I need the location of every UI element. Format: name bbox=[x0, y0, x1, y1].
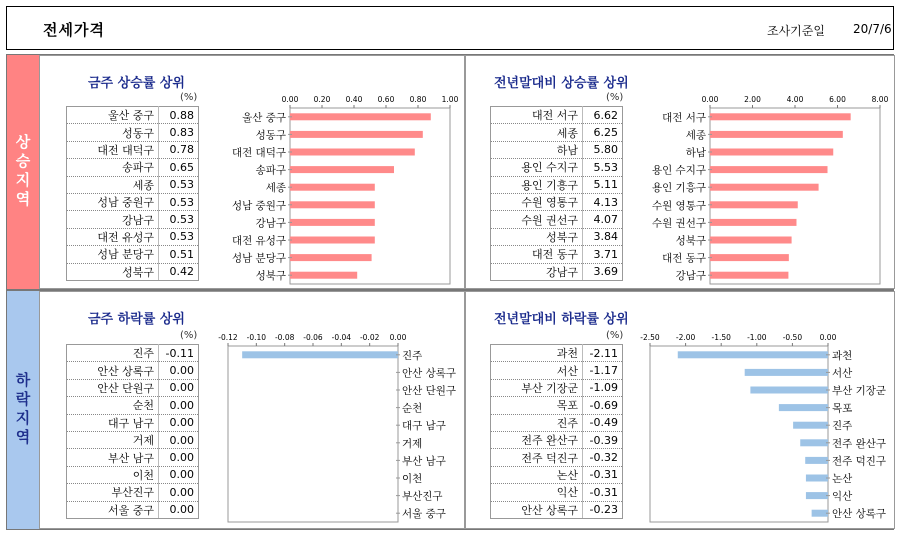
bar bbox=[678, 351, 828, 358]
table-row bbox=[67, 193, 199, 210]
bar bbox=[710, 149, 833, 156]
fall-weekly-panel bbox=[39, 291, 465, 529]
region-name: 과천 bbox=[491, 345, 583, 362]
region-name: 안산 상록구 bbox=[67, 362, 159, 379]
category-label: 익산 bbox=[832, 490, 853, 503]
category-label: 세종 bbox=[685, 129, 706, 142]
change-rate: -0.39 bbox=[583, 431, 623, 448]
region-name: 대전 유성구 bbox=[67, 228, 159, 245]
category-label: 용인 기흥구 bbox=[651, 182, 706, 195]
fall-sidebar bbox=[7, 291, 39, 529]
category-label: 서산 bbox=[832, 367, 853, 380]
tick-label: -0.10 bbox=[246, 333, 267, 342]
rise-ytd-panel bbox=[465, 55, 895, 289]
change-rate: 0.42 bbox=[159, 263, 199, 280]
region-name: 논산 bbox=[491, 466, 583, 483]
bar bbox=[745, 369, 828, 376]
region-name: 부산 기장군 bbox=[491, 379, 583, 396]
rise-ytd-chart bbox=[636, 92, 892, 288]
change-rate: 0.53 bbox=[159, 176, 199, 193]
table-row bbox=[491, 141, 623, 158]
change-rate: 5.80 bbox=[583, 141, 623, 158]
region-name: 성동구 bbox=[67, 124, 159, 141]
rise-ytd-title: 전년말대비 상승률 상위 bbox=[494, 76, 629, 91]
table-row bbox=[491, 246, 623, 263]
table-row bbox=[67, 124, 199, 141]
category-label: 서울 중구 bbox=[402, 508, 446, 521]
table-row bbox=[67, 397, 199, 414]
table-row bbox=[67, 159, 199, 176]
region-name: 수원 영통구 bbox=[491, 193, 583, 210]
fall-weekly-table bbox=[66, 344, 199, 519]
fall-weekly-unit: (%) bbox=[180, 330, 198, 341]
category-label: 목포 bbox=[832, 402, 853, 415]
table-row bbox=[67, 141, 199, 158]
table-row bbox=[67, 345, 199, 362]
region-name: 안산 단원구 bbox=[67, 379, 159, 396]
category-label: 대구 남구 bbox=[402, 420, 446, 433]
change-rate: -0.11 bbox=[159, 345, 199, 362]
region-name: 서산 bbox=[491, 362, 583, 379]
bar bbox=[710, 219, 796, 226]
change-rate: 4.13 bbox=[583, 193, 623, 210]
table-row bbox=[491, 414, 623, 431]
change-rate: 0.00 bbox=[159, 362, 199, 379]
plot-area bbox=[228, 346, 398, 522]
tick-label: -0.04 bbox=[331, 333, 352, 342]
fall-ytd-chart bbox=[638, 330, 894, 526]
rise-weekly-table bbox=[66, 106, 199, 281]
table-row bbox=[491, 263, 623, 280]
region-name: 익산 bbox=[491, 484, 583, 501]
tick-label: -2.50 bbox=[640, 333, 660, 342]
change-rate: 0.88 bbox=[159, 107, 199, 124]
fall-weekly-chart bbox=[216, 330, 464, 526]
change-rate: 0.53 bbox=[159, 228, 199, 245]
bar bbox=[290, 149, 415, 156]
category-label: 송파구 bbox=[255, 164, 286, 177]
region-name: 수원 권선구 bbox=[491, 211, 583, 228]
category-label: 진주 bbox=[832, 420, 853, 433]
change-rate: 0.65 bbox=[159, 159, 199, 176]
table-row bbox=[67, 362, 199, 379]
tick-label: -1.50 bbox=[711, 333, 731, 342]
rise-weekly-unit: (%) bbox=[180, 92, 198, 103]
category-label: 순천 bbox=[402, 402, 423, 415]
region-name: 전주 완산구 bbox=[491, 431, 583, 448]
rise-sidebar-label: 상승지역 bbox=[13, 134, 32, 210]
fall-ytd-panel bbox=[465, 291, 895, 529]
region-name: 진주 bbox=[491, 414, 583, 431]
category-label: 논산 bbox=[832, 473, 853, 485]
category-label: 성동구 bbox=[255, 129, 286, 142]
change-rate: -1.17 bbox=[583, 362, 623, 379]
change-rate: 5.53 bbox=[583, 159, 623, 176]
change-rate: -0.31 bbox=[583, 484, 623, 501]
bar bbox=[290, 184, 375, 191]
region-name: 부산 남구 bbox=[67, 449, 159, 466]
change-rate: -0.49 bbox=[583, 414, 623, 431]
table-row bbox=[491, 362, 623, 379]
table-row bbox=[67, 414, 199, 431]
table-row bbox=[491, 159, 623, 176]
category-label: 안산 상록구 bbox=[402, 367, 457, 380]
region-name: 세종 bbox=[491, 124, 583, 141]
table-row bbox=[491, 466, 623, 483]
table-row bbox=[67, 107, 199, 124]
category-label: 성남 분당구 bbox=[231, 252, 286, 265]
region-name: 목포 bbox=[491, 397, 583, 414]
change-rate: 0.53 bbox=[159, 193, 199, 210]
bar bbox=[710, 237, 792, 244]
table-row bbox=[67, 466, 199, 483]
bar bbox=[710, 113, 851, 120]
region-name: 송파구 bbox=[67, 159, 159, 176]
bar bbox=[290, 131, 423, 138]
change-rate: 4.07 bbox=[583, 211, 623, 228]
change-rate: 6.62 bbox=[583, 107, 623, 124]
category-label: 울산 중구 bbox=[242, 111, 286, 124]
category-label: 용인 수지구 bbox=[651, 164, 706, 177]
tick-label: 0.20 bbox=[313, 95, 331, 104]
bar bbox=[290, 113, 431, 120]
region-name: 용인 기흥구 bbox=[491, 176, 583, 193]
survey-date-value: 20/7/6 bbox=[853, 22, 892, 36]
bar bbox=[290, 201, 375, 208]
change-rate: 0.00 bbox=[159, 501, 199, 518]
region-name: 성남 중원구 bbox=[67, 193, 159, 210]
category-label: 안산 단원구 bbox=[402, 385, 457, 397]
bar bbox=[290, 219, 375, 226]
table-row bbox=[67, 176, 199, 193]
table-row bbox=[491, 449, 623, 466]
bar bbox=[710, 272, 788, 279]
category-label: 강남구 bbox=[255, 217, 286, 230]
category-label: 성남 중원구 bbox=[231, 199, 286, 212]
tick-label: 0.00 bbox=[281, 95, 299, 104]
bar bbox=[710, 201, 798, 208]
table-row bbox=[67, 246, 199, 263]
bar bbox=[710, 184, 819, 191]
bar bbox=[806, 475, 828, 482]
category-label: 전주 완산구 bbox=[832, 437, 887, 450]
tick-label: 6.00 bbox=[829, 95, 846, 104]
region-name: 전주 덕진구 bbox=[491, 449, 583, 466]
tick-label: -2.00 bbox=[675, 333, 696, 342]
bar bbox=[710, 254, 789, 261]
bar bbox=[805, 457, 828, 464]
region-name: 강남구 bbox=[491, 263, 583, 280]
fall-sidebar-label: 하락지역 bbox=[13, 372, 32, 448]
bar bbox=[290, 237, 375, 244]
category-label: 진주 bbox=[402, 349, 423, 362]
category-label: 대전 유성구 bbox=[231, 235, 286, 247]
tick-label: -0.50 bbox=[782, 333, 803, 342]
region-name: 대전 대덕구 bbox=[67, 141, 159, 158]
tick-label: -0.12 bbox=[218, 333, 238, 342]
change-rate: 3.84 bbox=[583, 228, 623, 245]
survey-date-label: 조사기준일 bbox=[767, 24, 825, 38]
bar bbox=[710, 131, 843, 138]
rise-weekly-panel bbox=[39, 55, 465, 289]
bar bbox=[290, 272, 357, 279]
bar bbox=[812, 510, 828, 517]
table-row bbox=[67, 431, 199, 448]
rise-section bbox=[6, 54, 894, 290]
category-label: 거제 bbox=[402, 437, 423, 450]
region-name: 진주 bbox=[67, 345, 159, 362]
category-label: 강남구 bbox=[675, 270, 706, 283]
change-rate: 0.78 bbox=[159, 141, 199, 158]
table-row bbox=[491, 345, 623, 362]
category-label: 부산 기장군 bbox=[832, 385, 887, 397]
region-name: 이천 bbox=[67, 466, 159, 483]
page-title: 전세가격 bbox=[43, 21, 105, 39]
change-rate: 0.00 bbox=[159, 379, 199, 396]
fall-ytd-title: 전년말대비 하락률 상위 bbox=[494, 312, 629, 327]
rise-weekly-chart bbox=[216, 92, 462, 288]
category-label: 대전 서구 bbox=[662, 111, 706, 124]
tick-label: -0.08 bbox=[274, 333, 295, 342]
change-rate: 0.00 bbox=[159, 397, 199, 414]
bar bbox=[242, 351, 398, 358]
change-rate: 5.11 bbox=[583, 176, 623, 193]
rise-weekly-title: 금주 상승률 상위 bbox=[88, 76, 185, 91]
table-row bbox=[491, 484, 623, 501]
tick-label: 1.00 bbox=[441, 95, 459, 104]
page-header bbox=[6, 6, 894, 50]
region-name: 서울 중구 bbox=[67, 501, 159, 518]
region-name: 용인 수지구 bbox=[491, 159, 583, 176]
bar bbox=[779, 404, 828, 411]
region-name: 성북구 bbox=[67, 263, 159, 280]
region-name: 부산진구 bbox=[67, 484, 159, 501]
tick-label: 0.40 bbox=[345, 95, 363, 104]
bar bbox=[290, 254, 372, 261]
region-name: 성북구 bbox=[491, 228, 583, 245]
region-name: 순천 bbox=[67, 397, 159, 414]
table-row bbox=[491, 211, 623, 228]
category-label: 세종 bbox=[265, 182, 286, 195]
region-name: 대구 남구 bbox=[67, 414, 159, 431]
change-rate: 3.71 bbox=[583, 246, 623, 263]
region-name: 하남 bbox=[491, 141, 583, 158]
region-name: 세종 bbox=[67, 176, 159, 193]
table-row bbox=[491, 193, 623, 210]
category-label: 성북구 bbox=[255, 270, 286, 283]
table-row bbox=[491, 379, 623, 396]
category-label: 하남 bbox=[685, 147, 706, 159]
rise-ytd-unit: (%) bbox=[606, 92, 624, 103]
fall-ytd-unit: (%) bbox=[606, 330, 624, 341]
region-name: 울산 중구 bbox=[67, 107, 159, 124]
region-name: 강남구 bbox=[67, 211, 159, 228]
rise-sidebar bbox=[7, 55, 39, 289]
bar bbox=[750, 387, 828, 394]
region-name: 거제 bbox=[67, 431, 159, 448]
table-row bbox=[491, 501, 623, 518]
change-rate: -1.09 bbox=[583, 379, 623, 396]
change-rate: 0.00 bbox=[159, 414, 199, 431]
category-label: 대전 동구 bbox=[662, 252, 706, 265]
change-rate: 0.53 bbox=[159, 211, 199, 228]
category-label: 안산 상록구 bbox=[832, 508, 887, 521]
change-rate: 0.00 bbox=[159, 484, 199, 501]
fall-section bbox=[6, 290, 894, 530]
tick-label: 0.60 bbox=[377, 95, 395, 104]
bar bbox=[710, 166, 828, 173]
change-rate: 0.51 bbox=[159, 246, 199, 263]
bar bbox=[793, 422, 828, 429]
change-rate: 6.25 bbox=[583, 124, 623, 141]
tick-label: -1.00 bbox=[747, 333, 767, 342]
table-row bbox=[67, 211, 199, 228]
rise-ytd-table bbox=[490, 106, 623, 281]
change-rate: 3.69 bbox=[583, 263, 623, 280]
table-row bbox=[67, 484, 199, 501]
tick-label: 2.00 bbox=[744, 95, 761, 104]
fall-weekly-title: 금주 하락률 상위 bbox=[88, 312, 185, 327]
tick-label: 0.00 bbox=[389, 333, 407, 342]
change-rate: 0.00 bbox=[159, 431, 199, 448]
tick-label: 8.00 bbox=[871, 95, 889, 104]
table-row bbox=[67, 449, 199, 466]
tick-label: 0.00 bbox=[819, 333, 837, 342]
category-label: 전주 덕진구 bbox=[832, 455, 887, 468]
tick-label: -0.06 bbox=[303, 333, 323, 342]
change-rate: 0.00 bbox=[159, 449, 199, 466]
category-label: 부산진구 bbox=[402, 490, 443, 503]
bar bbox=[290, 166, 394, 173]
table-row bbox=[491, 228, 623, 245]
table-row bbox=[491, 176, 623, 193]
region-name: 대전 서구 bbox=[491, 107, 583, 124]
category-label: 과천 bbox=[832, 349, 853, 362]
table-row bbox=[491, 124, 623, 141]
table-row bbox=[67, 263, 199, 280]
change-rate: -0.23 bbox=[583, 501, 623, 518]
change-rate: 0.83 bbox=[159, 124, 199, 141]
change-rate: -0.31 bbox=[583, 466, 623, 483]
category-label: 수원 권선구 bbox=[651, 217, 706, 230]
table-row bbox=[491, 107, 623, 124]
table-row bbox=[67, 228, 199, 245]
bar bbox=[806, 492, 828, 499]
bar bbox=[800, 439, 828, 446]
tick-label: -0.02 bbox=[359, 333, 380, 342]
category-label: 대전 대덕구 bbox=[231, 147, 286, 159]
fall-ytd-table bbox=[490, 344, 623, 519]
region-name: 대전 동구 bbox=[491, 246, 583, 263]
change-rate: -0.32 bbox=[583, 449, 623, 466]
tick-label: 0.00 bbox=[701, 95, 719, 104]
category-label: 이천 bbox=[402, 473, 423, 485]
category-label: 부산 남구 bbox=[402, 455, 446, 468]
table-row bbox=[491, 397, 623, 414]
change-rate: 0.00 bbox=[159, 466, 199, 483]
region-name: 안산 상록구 bbox=[491, 501, 583, 518]
table-row bbox=[67, 379, 199, 396]
table-row bbox=[67, 501, 199, 518]
change-rate: -0.69 bbox=[583, 397, 623, 414]
category-label: 성북구 bbox=[675, 235, 706, 247]
table-row bbox=[491, 431, 623, 448]
tick-label: 0.80 bbox=[409, 95, 427, 104]
tick-label: 4.00 bbox=[786, 95, 804, 104]
category-label: 수원 영통구 bbox=[651, 199, 706, 212]
change-rate: -2.11 bbox=[583, 345, 623, 362]
region-name: 성남 분당구 bbox=[67, 246, 159, 263]
